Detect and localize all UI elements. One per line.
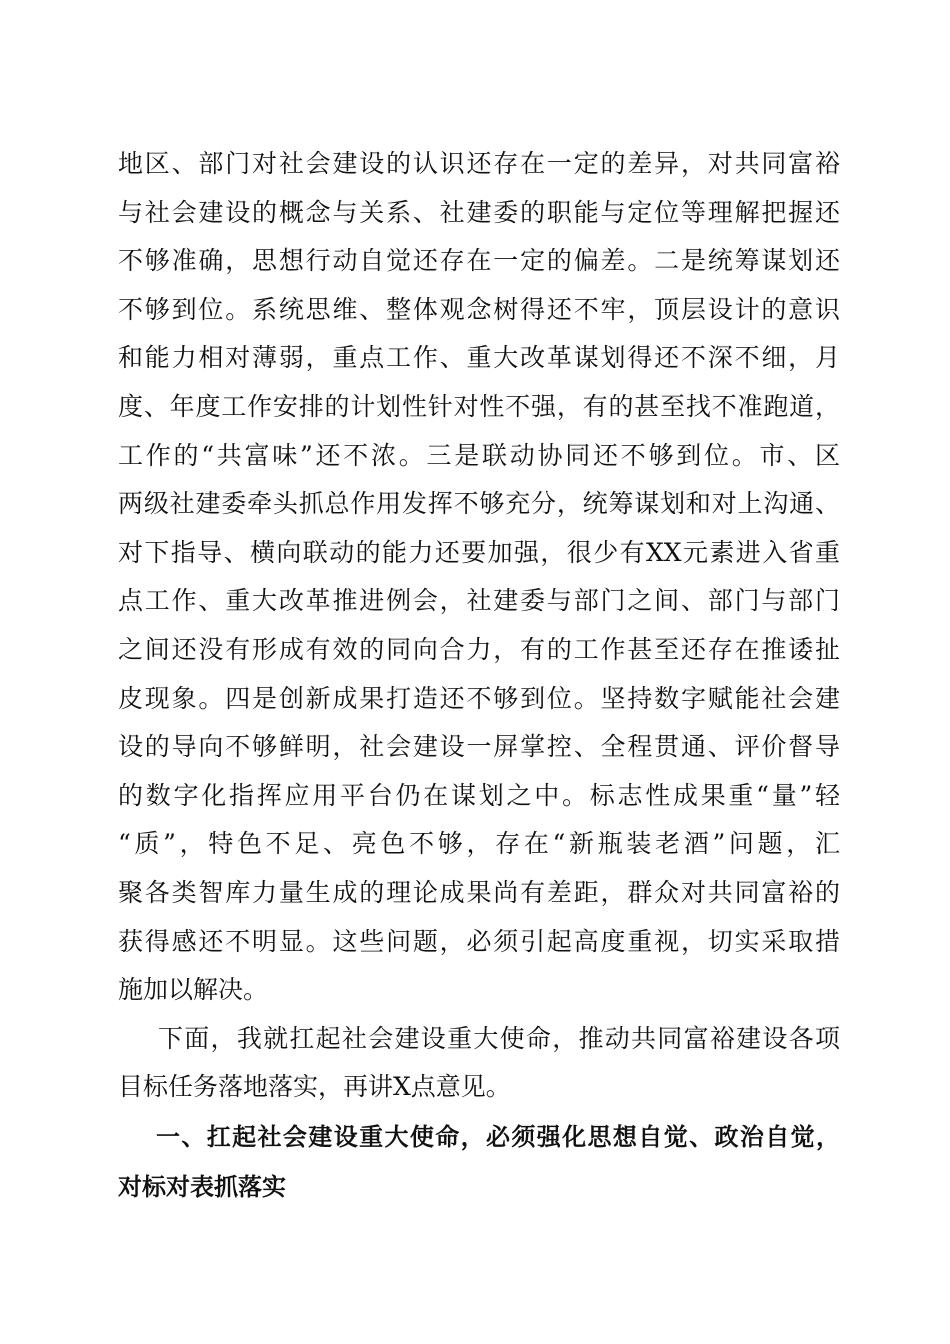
text-line: 不够准确，思想行动自觉还存在一定的偏差。二是统筹谋划还 — [118, 246, 840, 276]
text-line: 工作的“共富味”还不浓。三是联动协同还不够到位。市、区 — [118, 440, 840, 470]
text-line: 点工作、重大改革推进例会，社建委与部门之间、部门与部门 — [118, 586, 840, 616]
heading-line: 对标对表抓落实 — [118, 1172, 286, 1201]
section-heading — [118, 1112, 840, 1212]
text-line: 度、年度工作安排的计划性针对性不强，有的甚至找不准跑道， — [118, 391, 840, 421]
document-body — [118, 140, 840, 1212]
text-line: 对下指导、横向联动的能力还要加强，很少有XX元素进入省重 — [118, 537, 840, 567]
heading-line: 一、扛起社会建设重大使命，必须强化思想自觉、政治自觉， — [156, 1122, 840, 1151]
text-line: 的数字化指挥应用平台仍在谋划之中。标志性成果重“量”轻 — [118, 780, 840, 810]
text-line: 聚各类智库力量生成的理论成果尚有差距，群众对共同富裕的 — [118, 877, 840, 907]
text-line: 施加以解决。 — [118, 975, 269, 1005]
text-line: 目标任务落地落实，再讲X点意见。 — [118, 1072, 511, 1102]
paragraph-problems — [118, 140, 840, 1015]
text-line: 设的导向不够鲜明，社会建设一屏掌控、全程贯通、评价督导 — [118, 732, 840, 762]
text-line: 之间还没有形成有效的同向合力，有的工作甚至还存在推诿扯 — [118, 634, 840, 664]
text-line: 两级社建委牵头抓总作用发挥不够充分，统筹谋划和对上沟通、 — [118, 489, 840, 519]
text-line: 地区、部门对社会建设的认识还存在一定的差异，对共同富裕 — [118, 149, 840, 178]
paragraph-intro — [118, 1015, 840, 1112]
text-line: 不够到位。系统思维、整体观念树得还不牢，顶层设计的意识 — [118, 294, 840, 324]
text-line: 皮现象。四是创新成果打造还不够到位。坚持数字赋能社会建 — [118, 683, 840, 713]
text-line: 与社会建设的概念与关系、社建委的职能与定位等理解把握还 — [118, 197, 840, 227]
text-line: “质”，特色不足、亮色不够，存在“新瓶装老酒”问题，汇 — [118, 829, 840, 859]
text-line: 和能力相对薄弱，重点工作、重大改革谋划得还不深不细，月 — [118, 343, 840, 373]
text-line: 获得感还不明显。这些问题，必须引起高度重视，切实采取措 — [118, 926, 840, 956]
text-line: 下面，我就扛起社会建设重大使命，推动共同富裕建设各项 — [158, 1023, 840, 1053]
